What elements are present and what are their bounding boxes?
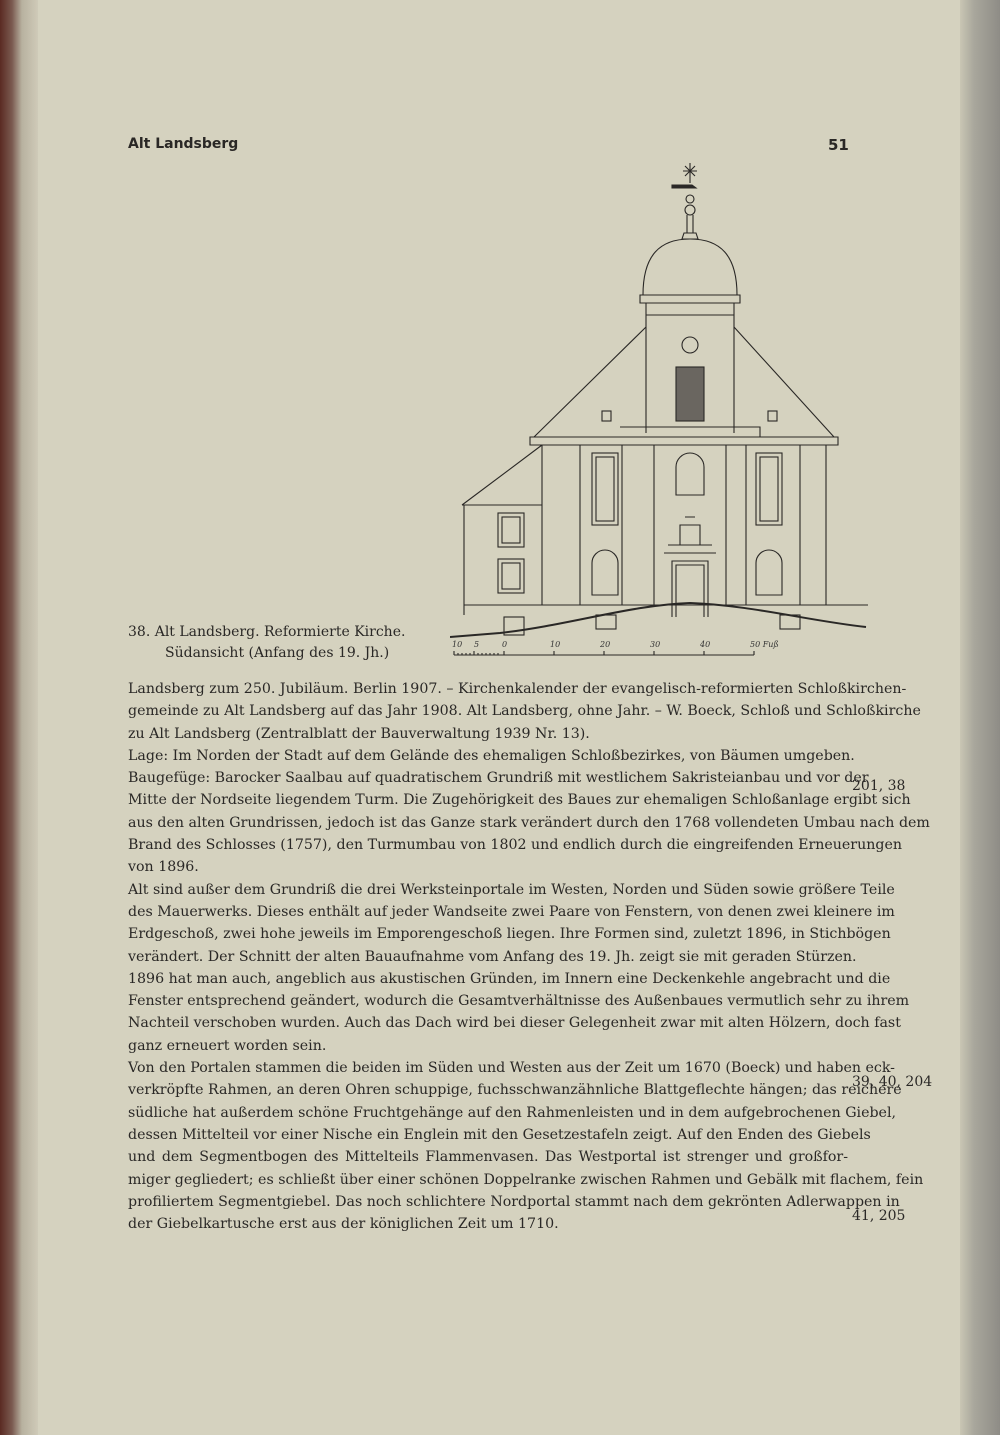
text-line: von 1896. bbox=[128, 859, 199, 876]
text-line: gemeinde zu Alt Landsberg auf das Jahr 1908. Alt Landsberg, ohne Jahr. – W. Boeck, Schloß und Schloßkirche bbox=[128, 703, 921, 720]
text-line: profiliertem Segmentgiebel. Das noch schlichtere Nordportal stammt nach dem gekrönten Adlerwappen in bbox=[128, 1193, 900, 1210]
text-line: aus den alten Grundrissen, jedoch ist das Ganze stark verändert durch den 1768 vollendeten Umbau nach dem bbox=[128, 814, 930, 831]
text-line: der Giebelkartusche erst aus der königlichen Zeit um 1710. bbox=[128, 1216, 559, 1233]
text-line: dessen Mittelteil vor einer Nische ein Englein mit den Gesetzestafeln zeigt. Auf den Enden des Giebels bbox=[128, 1126, 871, 1143]
text-line: Lage: Im Norden der Stadt auf dem Gelände des ehemaligen Schloßbezirkes, von Bäumen umgeben. bbox=[128, 747, 855, 764]
scale-label: 40 bbox=[700, 640, 711, 649]
text-line: und dem Segmentbogen des Mittelteils Flammenvasen. Das Westportal ist strenger und großfor- bbox=[128, 1149, 848, 1166]
text-line: verkröpfte Rahmen, an deren Ohren schuppige, fuchsschwanzähnliche Blattgeflechte hängen; das reichere bbox=[128, 1082, 902, 1099]
text-line: Mitte der Nordseite liegendem Turm. Die Zugehörigkeit des Baues zur ehemaligen Schloßanlage ergibt sich bbox=[128, 792, 911, 809]
caption-line: 38. Alt Landsberg. Reformierte Kirche. bbox=[128, 624, 406, 640]
text-line: Landsberg zum 250. Jubiläum. Berlin 1907. – Kirchenkalender der evangelisch-reformierten Schloßkirchen- bbox=[128, 681, 907, 697]
margin-reference: 41, 205 bbox=[852, 1208, 906, 1224]
margin-reference: 39, 40, 204 bbox=[852, 1074, 933, 1090]
page-number: 51 bbox=[828, 136, 849, 154]
text-line: miger gegliedert; es schließt über einer schönen Doppelranke zwischen Rahmen und Gebälk mit flachem, fein bbox=[128, 1171, 924, 1188]
text-line: Von den Portalen stammen die beiden im Süden und Westen aus der Zeit um 1670 (Boeck) und haben eck- bbox=[128, 1060, 895, 1077]
book-cover-edge bbox=[960, 0, 1000, 1435]
scale-label: 10 bbox=[452, 640, 463, 649]
text-line: Alt sind außer dem Grundriß die drei Werksteinportale im Westen, Norden und Süden sowie größere Teile bbox=[128, 881, 895, 898]
text-line: südliche hat außerdem schöne Fruchtgehänge auf den Rahmenleisten und in dem aufgebrochenen Giebel, bbox=[128, 1104, 897, 1121]
text-line: Baugefüge: Barocker Saalbau auf quadratischem Grundriß mit westlichem Sakristeianbau und vor der bbox=[128, 770, 869, 787]
text-line: Nachteil verschoben wurden. Auch das Dach wird bei dieser Gelegenheit zwar mit alten Hölzern, doch fast bbox=[128, 1015, 901, 1032]
scale-label: 50 Fuß bbox=[750, 640, 779, 649]
margin-reference: 201, 38 bbox=[852, 778, 906, 794]
running-title: Alt Landsberg bbox=[128, 136, 239, 152]
text-line: ganz erneuert worden sein. bbox=[128, 1037, 327, 1054]
scale-label: 5 bbox=[474, 640, 480, 649]
text-line: verändert. Der Schnitt der alten Bauaufnahme vom Anfang des 19. Jh. zeigt sie mit geraden Stürzen. bbox=[128, 948, 857, 965]
scale-label: 20 bbox=[600, 640, 611, 649]
scale-label: 10 bbox=[550, 640, 561, 649]
scale-label: 0 bbox=[502, 640, 508, 649]
text-line: des Mauerwerks. Dieses enthält auf jeder Wandseite zwei Paare von Fenstern, von denen zwei kleinere im bbox=[128, 903, 895, 920]
church-elevation-drawing bbox=[450, 155, 870, 664]
text-line: zu Alt Landsberg (Zentralblatt der Bauverwaltung 1939 Nr. 13). bbox=[128, 725, 590, 742]
figure-caption bbox=[128, 622, 405, 664]
text-line: Erdgeschoß, zwei hohe jeweils im Emporengeschoß liegen. Ihre Formen sind, zuletzt 1896, in Stichbögen bbox=[128, 926, 891, 943]
text-line: Fenster entsprechend geändert, wodurch die Gesamtverhältnisse des Außenbaues vermutlich sehr zu ihrem bbox=[128, 993, 910, 1010]
book-spine-edge bbox=[0, 0, 40, 1435]
text-line: Brand des Schlosses (1757), den Turmumbau von 1802 und endlich durch die eingreifenden Erneuerungen bbox=[128, 837, 902, 854]
caption-line: Südansicht (Anfang des 19. Jh.) bbox=[165, 645, 390, 661]
text-line: 1896 hat man auch, angeblich aus akustischen Gründen, im Innern eine Deckenkehle angebracht und die bbox=[128, 970, 891, 987]
scale-label: 30 bbox=[650, 640, 661, 649]
